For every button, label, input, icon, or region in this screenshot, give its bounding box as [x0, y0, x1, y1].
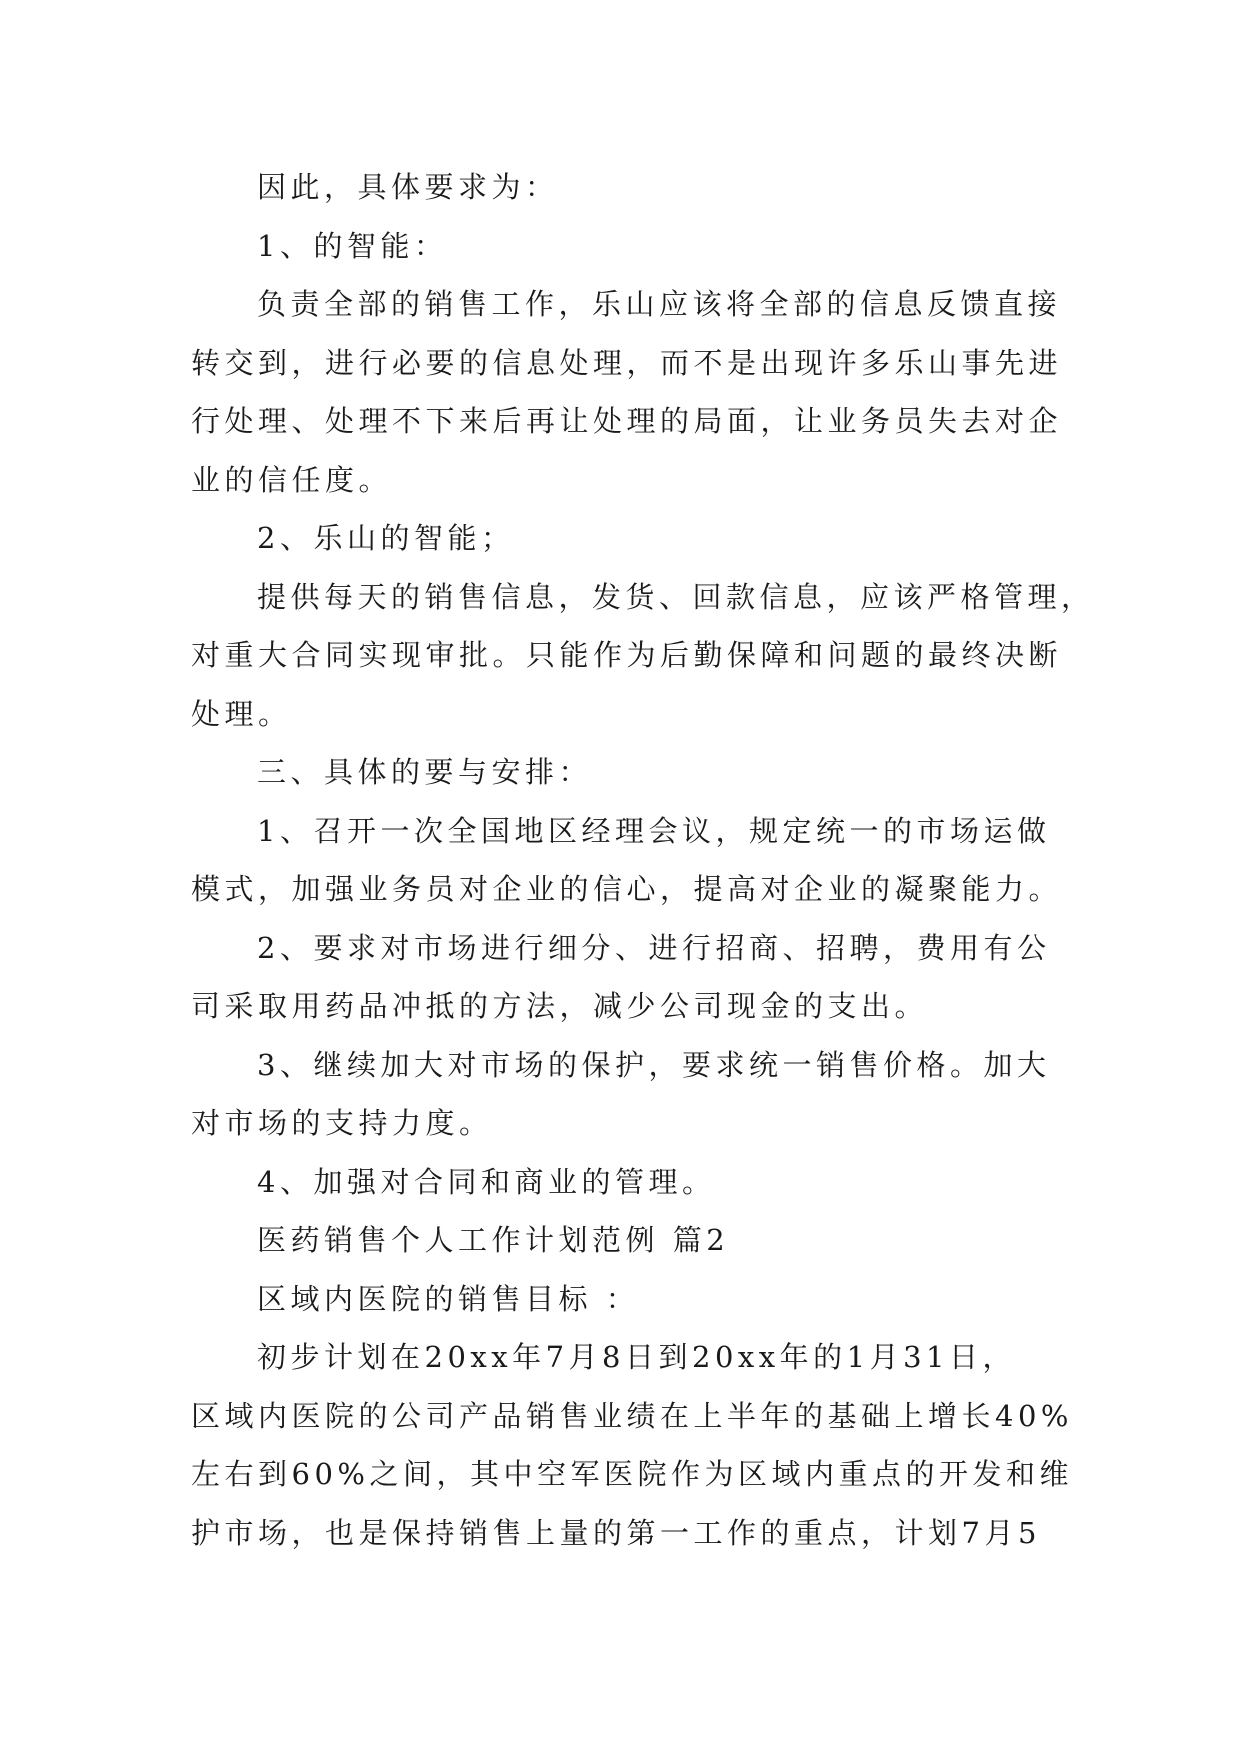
text-line: 2、乐山的智能； [257, 521, 515, 555]
text-line: 因此，具体要求为： [257, 170, 559, 204]
text-line: 1、的智能： [257, 228, 448, 263]
text-line: 区域内医院的公司产品销售业绩在上半年的基础上增长40% [191, 1398, 1073, 1433]
text-line: 1、召开一次全国地区经理会议，规定统一的市场运做 [257, 813, 1051, 848]
text-line: 模式，加强业务员对企业的信心，提高对企业的凝聚能力。 [191, 872, 1063, 906]
text-line: 3、继续加大对市场的保护，要求统一销售价格。加大 [257, 1047, 1051, 1082]
text-line: 行处理、处理不下来后再让处理的局面，让业务员失去对企 [191, 404, 1063, 438]
text-line: 左右到60%之间，其中空军医院作为区域内重点的开发和维 [191, 1457, 1073, 1491]
text-line: 2、要求对市场进行细分、进行招商、招聘，费用有公 [257, 930, 1051, 965]
text-line: 区域内医院的销售目标 ： [257, 1281, 640, 1316]
text-line: 转交到，进行必要的信息处理，而不是出现许多乐山事先进 [191, 345, 1063, 380]
text-line: 对重大合同实现审批。只能作为后勤保障和问题的最终决断 [191, 638, 1063, 672]
text-line: 司采取用药品冲抵的方法，减少公司现金的支出。 [191, 989, 929, 1023]
text-line: 对市场的支持力度。 [191, 1106, 493, 1140]
text-line: 4、加强对合同和商业的管理。 [257, 1164, 716, 1199]
text-line: 处理。 [191, 696, 292, 731]
text-line: 提供每天的销售信息，发货、回款信息，应该严格管理， [257, 579, 1095, 614]
text-line: 三、具体的要与安排： [257, 755, 593, 789]
text-line: 护市场，也是保持销售上量的第一工作的重点，计划7月5 [191, 1515, 1041, 1550]
text-line: 业的信任度。 [191, 462, 393, 497]
text-line: 初步计划在20xx年7月8日到20xx年的1月31日， [257, 1340, 1016, 1374]
text-line: 负责全部的销售工作，乐山应该将全部的信息反馈直接 [257, 287, 1062, 321]
document-body [191, 158, 1095, 1562]
text-line: 医药销售个人工作计划范例 篇2 [257, 1223, 730, 1257]
